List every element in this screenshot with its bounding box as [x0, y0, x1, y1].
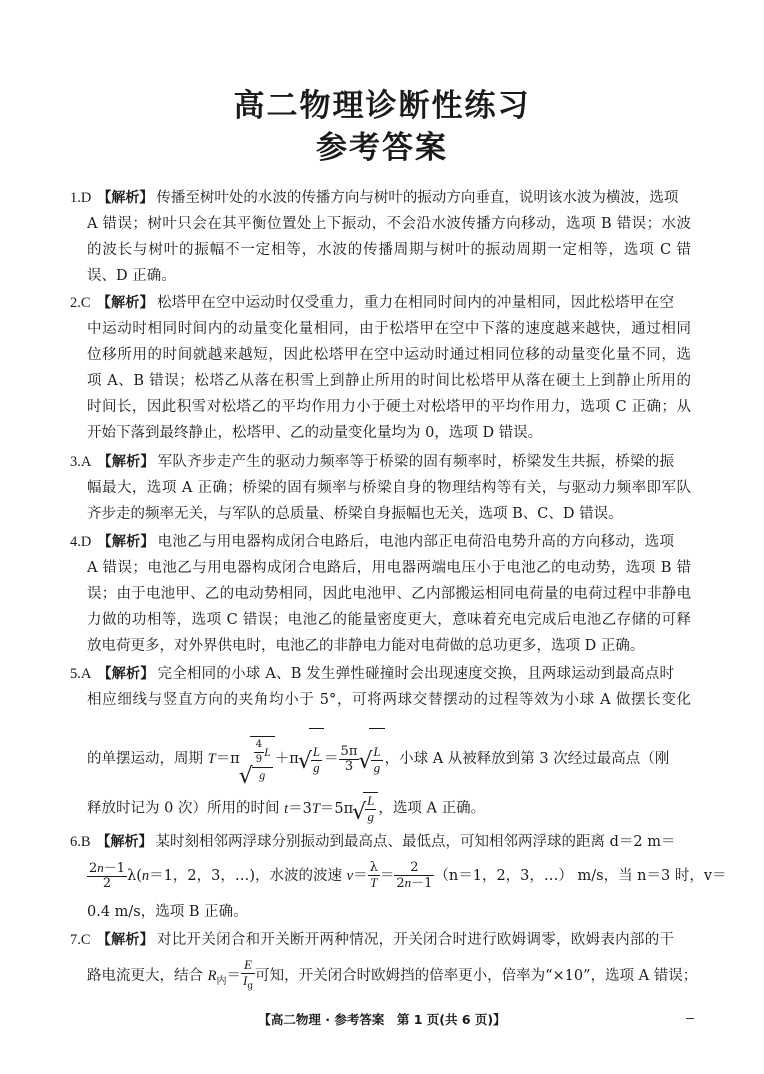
answer-5-time-line: 释放时记为 0 次）所用的时间 t＝3T＝5π √ $\frac{L}{g}$ ，选项 A 正确。 [87, 792, 691, 825]
answer-2-line-2: 中运动时相同时间内的动量变化量相同，由于松塔甲在空中下落的速度越来越快，通过相同 [87, 321, 691, 337]
answer-5-line-1: 5.A 【解析】 完全相同的小球 A、B 发生弹性碰撞时会出现速度交换，且两球运动到最高点时 [70, 666, 675, 682]
answer-7-line-1: 7.C 【解析】 对比开关闭合和开关断开两种情况，开关闭合时进行欧姆调零，欧姆表内部的干 [70, 932, 674, 948]
period-formula: T＝π √ $\frac{4}{9}$ L g ＋π √ $\frac{L}{g}$ ＝ $\frac{5\pi}{3}$ √ $\frac{L}{g}$ [208, 751, 385, 767]
answer-2-line-5: 时间长，因此积雪对松塔乙的平均作用力小于硬土对松塔甲的平均作用力，选项 C 正确；从 [87, 399, 691, 415]
answer-1-line-4: 误、D 正确。 [87, 268, 176, 284]
answer-5-line-2: 相应细线与竖直方向的夹角均小于 5°，可将两球交替摆动的过程等效为小球 A 做摆长变化 [87, 692, 691, 708]
distance-formula: $\frac{2n-1}{2}$ λ(n＝1，2，3，…) [89, 860, 256, 891]
answer-1-line-3: 的波长与树叶的振幅不一定相等，水波的传播周期与树叶的振动周期一定相等，选项 C 错 [87, 242, 691, 258]
answer-6-line-3: 0.4 m/s，选项 B 正确。 [87, 904, 248, 920]
answer-4-line-1: 4.D 【解析】 电池乙与用电器构成闭合电路后，电池内部正电荷沿电势升高的方向移动，选项 [70, 534, 675, 550]
answer-4-line-4: 力做的功相等，选项 C 错误；电池乙的能量密度更大，意味着充电完成后电池乙存储的可释 [87, 612, 691, 628]
page-footer: 【高二物理 · 参考答案 第 1 页(共 6 页)】 [258, 1012, 506, 1027]
answer-4-line-3: 误；由于电池甲、乙的电动势相同，因此电池甲、乙内部搬运相同电荷量的电荷过程中非静电 [87, 586, 691, 602]
answer-1-line-1: 1.D 【解析】 传播至树叶处的水波的传播方向与树叶的振动方向垂直，说明该水波为横波，选项 [70, 190, 679, 206]
answer-3-line-1: 3.A 【解析】 军队齐步走产生的驱动力频率等于桥梁的固有频率时，桥梁发生共振，桥梁的振 [70, 454, 675, 470]
answer-3-line-3: 齐步走的频率无关，与军队的总质量、桥梁自身振幅也无关，选项 B、C、D 错误。 [87, 506, 623, 522]
answer-4-line-2: A 错误；电池乙与用电器构成闭合电路后，用电器两端电压小于电池乙的电动势，选项 B 错 [87, 560, 691, 576]
answer-3-line-2: 幅最大，选项 A 正确；桥梁的固有频率与桥梁自身的物理结构等有关，与驱动力频率即军队 [87, 480, 691, 496]
answer-2-line-4: 项 A、B 错误；松塔乙从落在积雪上到静止所用的时间比松塔甲从落在硬土上到静止所用的 [87, 373, 691, 389]
page-title: 高二物理诊断性练习 [233, 88, 531, 124]
answer-7-line-2: 路电流更大，结合 $R_内=$ $\frac{E}{I_g}$ 可知，开关闭合时欧姆挡的倍率更小，倍率为“×10”，选项 A 错误； [87, 957, 698, 992]
answer-6-line-2: $\frac{2n-1}{2}$ λ(n＝1，2，3，…)，水波的波速 v＝ $\frac{\lambda}{T}$ ＝ $\frac{2}{2n-1}$ （n＝1，2，3，…） m/s，当 n＝3 时，v＝ [89, 860, 727, 891]
answer-2-line-3: 位移所用的时间就越来越短，因此松塔甲在空中运动时通过相同位移的动量变化量不同，选 [87, 347, 691, 363]
answer-5-period-line: 的单摆运动，周期 T＝π √ $\frac{4}{9}$ L g ＋π √ $\frac{L}{g}$ ＝ $\frac{5\pi}{3}$ √ $\frac{L}{g}$ ，小球 A 从被释放到第 3 次经过最高点（刚 [87, 728, 691, 790]
wave-speed-formula: v＝ $\frac{\lambda}{T}$ ＝ $\frac{2}{2n-1}$ [346, 860, 433, 891]
answer-1-line-2: A 错误；树叶只会在其平衡位置处上下振动，不会沿水波传播方向移动，选项 B 错误；水波 [87, 216, 691, 232]
page-subtitle: 参考答案 [316, 130, 448, 166]
footer-dash [686, 1018, 694, 1019]
time-formula: t＝3T＝5π √ $\frac{L}{g}$ [284, 801, 378, 817]
answer-6-line-1: 6.B 【解析】 某时刻相邻两浮球分别振动到最高点、最低点，可知相邻两浮球的距离 d＝2 m＝ [70, 834, 676, 850]
answer-4-line-5: 放电荷更多，对外界供电时，电池乙的非静电力能对电荷做的总功更多，选项 D 正确。 [87, 638, 645, 654]
answer-2-line-6: 开始下落到最终静止，松塔甲、乙的动量变化量均为 0，选项 D 错误。 [87, 425, 543, 441]
answer-2-line-1: 2.C 【解析】 松塔甲在空中运动时仅受重力，重力在相同时间内的冲量相同，因此松塔甲在空 [70, 295, 674, 311]
internal-resistance-formula: $R_内=$ $\frac{E}{I_g}$ [207, 957, 254, 992]
